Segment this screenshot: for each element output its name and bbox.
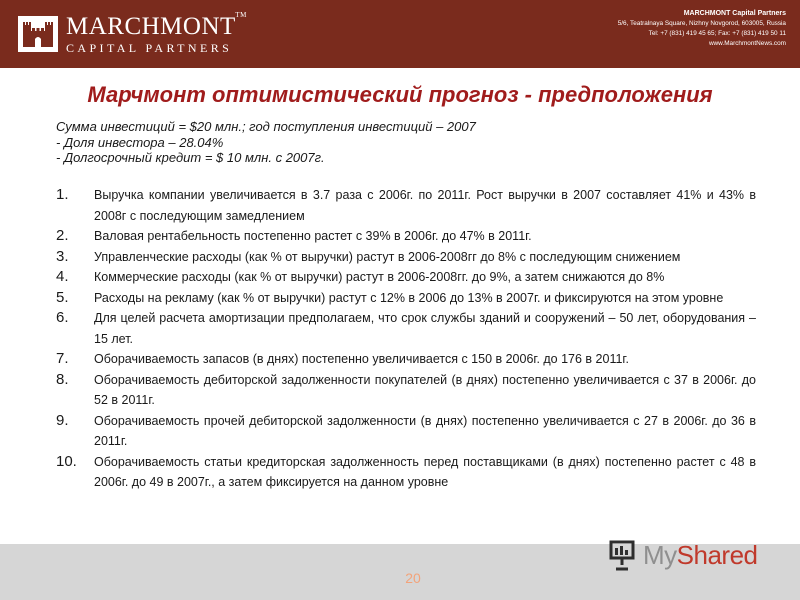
intro-line: - Доля инвестора – 28.04% [56, 134, 224, 150]
list-item [56, 226, 756, 247]
item-text: Выручка компании увеличивается в 3.7 раза с 2006г. по 2011г. Рост выручки в 2007 составляет 41% и 43% в 2008г с последующим замедлением [94, 188, 756, 223]
item-number: 9. [56, 411, 69, 429]
item-number: 1. [56, 186, 69, 203]
myshared-watermark [606, 538, 758, 572]
list-item [56, 370, 756, 411]
slide-title: Марчмонт оптимистический прогноз - предположения [87, 82, 713, 107]
logo-trademark: TM [235, 11, 247, 19]
item-text: Расходы на рекламу (как % от выручки) растут с 12% в 2006 до 13% в 2007г. и фиксируются на этом уровне [94, 290, 724, 305]
item-number: 7. [56, 350, 69, 367]
castle-icon [18, 16, 58, 52]
item-text: Управленческие расходы (как % от выручки) растут в 2006-2008гг до 8% с последующим снижением [94, 249, 681, 264]
item-number: 3. [56, 247, 69, 265]
list-item [56, 267, 756, 288]
item-number: 2. [56, 227, 69, 244]
item-text: Коммерческие расходы (как % от выручки) растут в 2006-2008гг. до 9%, а затем снижаются до 8% [94, 270, 665, 284]
intro-line: - Долгосрочный кредит = $ 10 млн. с 2007г. [56, 150, 325, 165]
list-item [56, 185, 756, 226]
assumptions-list [56, 185, 756, 493]
list-item [56, 411, 756, 452]
company-phone: Tel: +7 (831) 419 45 65; Fax: +7 (831) 419 50 11 [648, 30, 786, 37]
marchmont-logo [18, 11, 247, 55]
item-text: Оборачиваемость дебиторской задолженности покупателей (в днях) постепенно увеличивается с 37 в 2006г. до 52 в 2011г. [94, 372, 756, 407]
list-item [56, 452, 756, 493]
myshared-accent: Shared [676, 539, 758, 570]
page-number: 20 [405, 570, 421, 586]
item-text: Оборачиваемость запасов (в днях) постепенно увеличивается с 150 в 2006г. до 176 в 2011г. [94, 352, 629, 366]
myshared-text [643, 540, 758, 571]
company-name: MARCHMONT Capital Partners [683, 10, 786, 17]
myshared-prefix: My [643, 539, 677, 570]
header-bar [0, 0, 800, 68]
logo-name: MARCHMONT [66, 13, 236, 40]
item-text: Валовая рентабельность постепенно растет с 39% в 2006г. до 47% в 2011г. [94, 229, 532, 243]
item-text: Для целей расчета амортизации предполагаем, что срок службы зданий и сооружений – 50 лет, оборудования – 15 лет. [94, 311, 756, 346]
item-text: Оборачиваемость прочей дебиторской задолженности (в днях) постепенно увеличивается с 27 в 2006г. до 36 в 2011г. [94, 413, 756, 448]
item-number: 6. [56, 309, 69, 326]
logo-subtitle: CAPITAL PARTNERS [66, 41, 233, 55]
item-number: 5. [56, 288, 69, 306]
item-number: 10. [56, 452, 77, 470]
item-text: Оборачиваемость статьи кредиторская задолженность перед поставщиками (в днях) постепенно растет с 48 в 2006г. до 49 в 2007г., а затем фиксируется на данном уровне [94, 454, 756, 489]
list-item [56, 308, 756, 349]
list-item [56, 288, 756, 309]
company-contacts [618, 9, 786, 49]
list-item [56, 247, 756, 268]
item-number: 8. [56, 370, 69, 388]
presentation-board-icon [606, 538, 640, 572]
investment-summary [56, 119, 756, 166]
intro-line: Сумма инвестиций = $20 млн.; год поступления инвестиций – 2007 [56, 119, 476, 134]
company-address: 5/6, Teatralnaya Square, Nizhny Novgorod, 603005, Russia [617, 20, 786, 27]
item-number: 4. [56, 268, 69, 285]
company-website: www.MarchmontNews.com [708, 40, 786, 47]
list-item [56, 349, 756, 370]
